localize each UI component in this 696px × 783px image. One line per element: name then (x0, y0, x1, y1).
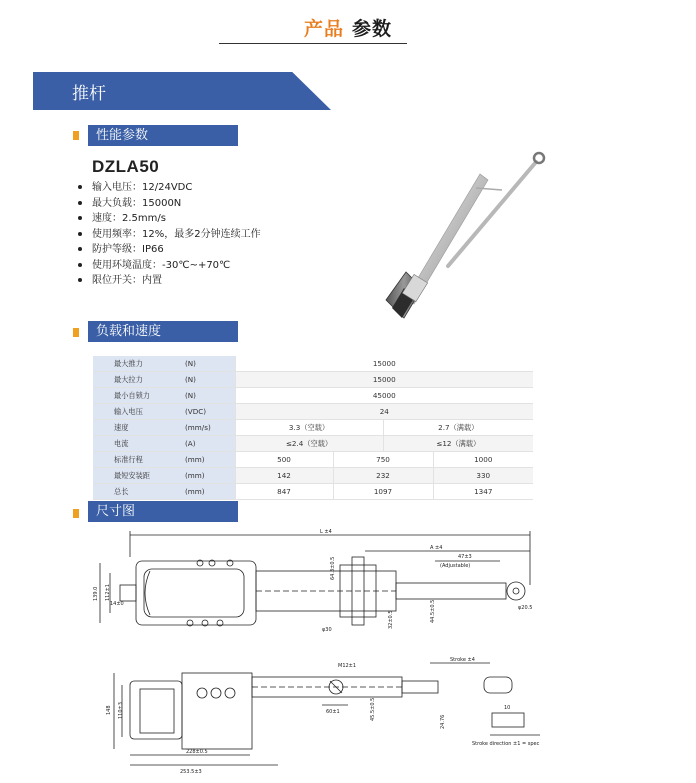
row-unit: (N) (177, 388, 235, 404)
dim-offset: 14±0 (110, 601, 124, 607)
spec-item: 输入电压：12/24VDC (78, 180, 261, 196)
dim-mid-4: 44.5±0.5 (430, 599, 436, 623)
dimension-drawing-top (80, 525, 560, 640)
dim-110: 110±3 (118, 702, 124, 719)
spec-list (78, 180, 261, 289)
row-label: 速度 (93, 420, 177, 436)
table-row (93, 468, 533, 484)
row-label: 最短安装距 (93, 468, 177, 484)
section-load-speed-header: 负载和速度 (88, 321, 238, 342)
dim-overall: L ±4 (320, 529, 332, 535)
page-title-part1: 产品 (303, 18, 344, 40)
dim-60: 60±1 (326, 709, 340, 715)
row-unit: (VDC) (177, 404, 235, 420)
row-label: 电流 (93, 436, 177, 452)
row-label: 最大推力 (93, 356, 177, 372)
dim-adjustable: (Adjustable) (440, 563, 471, 569)
model-name: DZLA50 (92, 157, 160, 176)
row-value: 330 (433, 468, 533, 484)
dim-thread: M12±1 (338, 663, 357, 669)
table-row (93, 388, 533, 404)
table-row (93, 452, 533, 468)
row-value: 232 (333, 468, 433, 484)
row-unit: (N) (177, 372, 235, 388)
dim-a: A ±4 (430, 545, 443, 551)
dim-adjust: 47±3 (458, 554, 472, 560)
dim-228: 228±0.5 (186, 749, 208, 755)
table-row (93, 372, 533, 388)
row-value: 847 (235, 484, 333, 500)
row-label: 标准行程 (93, 452, 177, 468)
table-row (93, 484, 533, 500)
row-value: 1347 (433, 484, 533, 500)
row-label: 最小自锁力 (93, 388, 177, 404)
row-label: 最大拉力 (93, 372, 177, 388)
table-row (93, 436, 533, 452)
row-value: ≤2.4（空载） (235, 436, 383, 452)
row-value: 750 (333, 452, 433, 468)
dim-stroke: Stroke ±4 (450, 657, 475, 663)
row-label: 输入电压 (93, 404, 177, 420)
row-value: 15000 (235, 372, 533, 388)
page-title-part2: 参数 (352, 18, 393, 40)
row-value: 15000 (235, 356, 533, 372)
row-unit: (mm) (177, 452, 235, 468)
dim-rod: φ20.5 (518, 605, 533, 611)
row-value: 45000 (235, 388, 533, 404)
dim-mid-2: φ30 (322, 627, 332, 633)
row-value: 3.3（空载） (235, 420, 383, 436)
dim-253: 253.5±3 (180, 769, 202, 775)
title-divider (219, 43, 407, 44)
row-unit: (N) (177, 356, 235, 372)
spec-item: 使用环境温度：-30℃~+70℃ (78, 258, 261, 274)
row-value: 1000 (433, 452, 533, 468)
dim-height-2: 112±1 (105, 584, 111, 601)
spec-item: 最大负载：15000N (78, 196, 261, 212)
spec-item: 限位开关：内置 (78, 273, 261, 289)
banner-title: 推杆 (72, 84, 106, 104)
row-value: 142 (235, 468, 333, 484)
dim-mid-3: 32±0.5 (388, 610, 394, 629)
row-value: ≤12（满载） (383, 436, 533, 452)
dim-45: 45.5±0.5 (370, 697, 376, 721)
row-value: 500 (235, 452, 333, 468)
table-row (93, 356, 533, 372)
page-title (0, 14, 696, 41)
section-bullet-icon (73, 328, 79, 337)
dim-10: 10 (504, 705, 511, 711)
spec-item: 速度：2.5mm/s (78, 211, 261, 227)
dimension-drawing-side (100, 655, 560, 775)
spec-item: 防护等级：IP66 (78, 242, 261, 258)
load-speed-table (93, 356, 533, 500)
dim-mid-1: 64.3±0.5 (330, 556, 336, 580)
row-value: 2.7（满载） (383, 420, 533, 436)
dim-note: Stroke direction ±1 = spec (472, 741, 540, 747)
spec-item: 使用频率：12%，最多2分钟连续工作 (78, 227, 261, 243)
row-unit: (mm/s) (177, 420, 235, 436)
row-unit: (mm) (177, 484, 235, 500)
section-dimensions-header: 尺寸图 (88, 501, 238, 522)
row-value: 1097 (333, 484, 433, 500)
table-row (93, 420, 533, 436)
section-bullet-icon (73, 131, 79, 140)
row-unit: (mm) (177, 468, 235, 484)
section-bullet-icon (73, 509, 79, 518)
row-unit: (A) (177, 436, 235, 452)
dim-24: 24.76 (440, 714, 446, 729)
actuator-photo (378, 148, 558, 328)
dim-148: 148 (106, 705, 112, 715)
row-label: 总长 (93, 484, 177, 500)
section-performance-header: 性能参数 (88, 125, 238, 146)
row-value: 24 (235, 404, 533, 420)
dim-height: 139.0 (93, 586, 99, 601)
table-row (93, 404, 533, 420)
